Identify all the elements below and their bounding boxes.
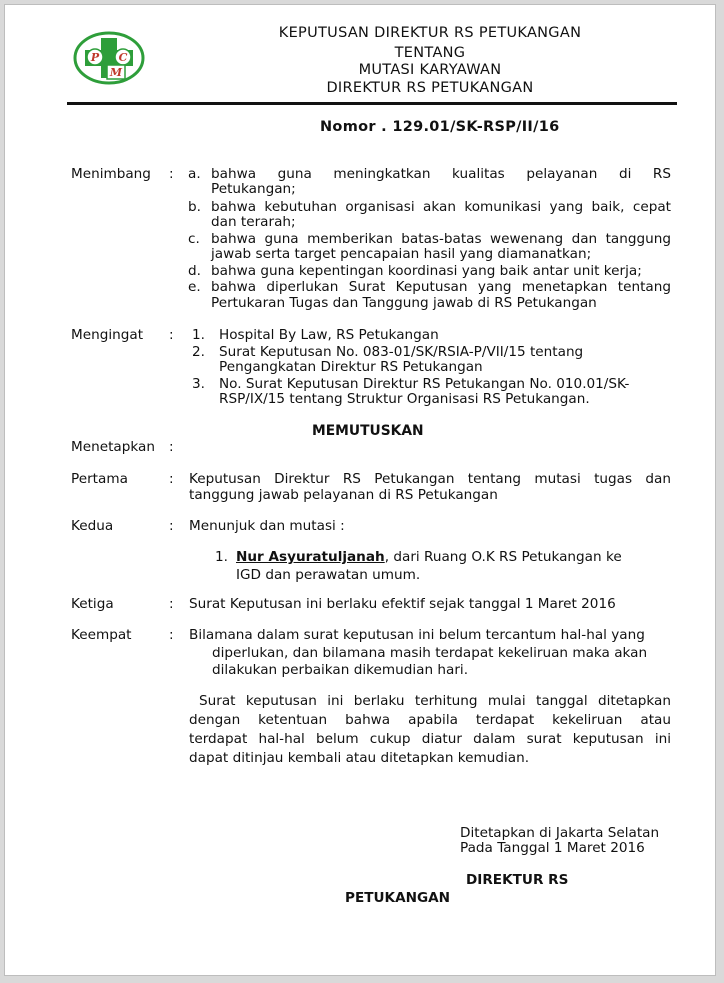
menimbang-marker-e: e. [188, 279, 201, 295]
mengingat-2-line-1: Surat Keputusan No. 083-01/SK/RSIA-P/VII/15 tentang [219, 344, 584, 360]
menimbang-b-line-1: bahwa kebutuhan organisasi akan komunikasi yang baik, cepat [211, 199, 671, 215]
colon: : [169, 439, 174, 455]
pertama-line-1: Keputusan Direktur RS Petukangan tentang mutasi tugas dan [189, 471, 671, 487]
closing-line-1: Surat keputusan ini berlaku terhitung mulai tanggal ditetapkan [199, 693, 671, 709]
mengingat-3-line-1: No. Surat Keputusan Direktur RS Petukangan No. 010.01/SK- [219, 376, 630, 392]
menimbang-marker-d: d. [188, 263, 201, 279]
menimbang-e-line-1: bahwa diperlukan Surat Keputusan yang menetapkan tentang [211, 279, 671, 295]
pertama-label: Pertama [71, 471, 128, 487]
pertama-line-2: tanggung jawab pelayanan di RS Petukangan [189, 487, 498, 503]
colon: : [169, 596, 174, 612]
menimbang-c-line-1: bahwa guna memberikan batas-batas wewenang dan tanggung [211, 231, 671, 247]
keempat-line-3: dilakukan perbaikan dikemudian hari. [212, 662, 469, 678]
keempat-label: Keempat [71, 627, 132, 643]
ketiga-label: Ketiga [71, 596, 114, 612]
header-line-4: DIREKTUR RS PETUKANGAN [326, 80, 534, 96]
mengingat-label: Mengingat [71, 327, 144, 343]
logo-letter-c: C [118, 51, 128, 64]
menimbang-marker-a: a. [188, 166, 201, 182]
closing-line-3: terdapat hal-hal belum cukup diatur dalam surat keputusan ini [189, 731, 671, 747]
menimbang-b-line-2: dan terarah; [211, 214, 296, 230]
menimbang-a-line-1: bahwa guna meningkatkan kualitas pelayanan di RS [211, 166, 671, 182]
colon: : [169, 166, 174, 182]
header-line-3: MUTASI KARYAWAN [358, 62, 502, 78]
kedua-item-line-2: IGD dan perawatan umum. [236, 567, 421, 583]
colon: : [169, 471, 174, 487]
menimbang-e-line-2: Pertukaran Tugas dan Tanggung jawab di RS Petukangan [211, 295, 597, 311]
kedua-item-line-1 [236, 549, 622, 565]
mengingat-marker-1: 1. [192, 327, 205, 343]
header-line-2: TENTANG [394, 45, 466, 61]
kedua-label: Kedua [71, 518, 114, 534]
menimbang-a-line-2: Petukangan; [211, 181, 296, 197]
mengingat-1-line-1: Hospital By Law, RS Petukangan [219, 327, 439, 343]
hospital-logo [71, 29, 147, 87]
logo-letter-m: M [109, 66, 123, 79]
mengingat-marker-3: 3. [192, 376, 205, 392]
mengingat-3-line-2: RSP/IX/15 tentang Struktur Organisasi RS Petukangan. [219, 391, 590, 407]
keempat-line-2: diperlukan, dan bilamana masih terdapat kekeliruan maka akan [212, 645, 648, 661]
menetapkan-label: Menetapkan [71, 439, 155, 455]
menimbang-d-line-1: bahwa guna kepentingan koordinasi yang baik antar unit kerja; [211, 263, 642, 279]
keempat-line-1: Bilamana dalam surat keputusan ini belum tercantum hal-hal yang [189, 627, 645, 643]
memutuskan-heading: MEMUTUSKAN [312, 423, 424, 439]
mengingat-2-line-2: Pengangkatan Direktur RS Petukangan [219, 359, 483, 375]
signature-place: Ditetapkan di Jakarta Selatan [460, 825, 660, 841]
closing-line-4: dapat ditinjau kembali atau ditetapkan kemudian. [189, 750, 530, 766]
colon: : [169, 518, 174, 534]
document-number: Nomor . 129.01/SK-RSP/II/16 [320, 119, 560, 135]
menimbang-marker-b: b. [188, 199, 201, 215]
ketiga-text: Surat Keputusan ini berlaku efektif sejak tanggal 1 Maret 2016 [189, 596, 616, 612]
colon: : [169, 327, 174, 343]
document-page [4, 4, 716, 976]
logo-letter-p: P [90, 51, 100, 64]
menimbang-c-line-2: jawab serta target pencapaian hasil yang diamanatkan; [211, 246, 592, 262]
header-rule [67, 102, 677, 105]
closing-line-2: dengan ketentuan bahwa apabila terdapat kekeliruan atau [189, 712, 671, 728]
kedua-item-rest: , dari Ruang O.K RS Petukangan ke [384, 549, 622, 565]
signature-title-1: DIREKTUR RS [466, 872, 569, 888]
kedua-marker-1: 1. [215, 549, 228, 565]
header-line-1: KEPUTUSAN DIREKTUR RS PETUKANGAN [278, 25, 582, 41]
signature-title-2: PETUKANGAN [345, 890, 451, 906]
signature-date: Pada Tanggal 1 Maret 2016 [460, 840, 645, 856]
employee-name: Nur Asyuratuljanah [236, 549, 385, 565]
menimbang-label: Menimbang [71, 166, 151, 182]
colon: : [169, 627, 174, 643]
menimbang-marker-c: c. [188, 231, 200, 247]
kedua-text: Menunjuk dan mutasi : [189, 518, 345, 534]
mengingat-marker-2: 2. [192, 344, 205, 360]
